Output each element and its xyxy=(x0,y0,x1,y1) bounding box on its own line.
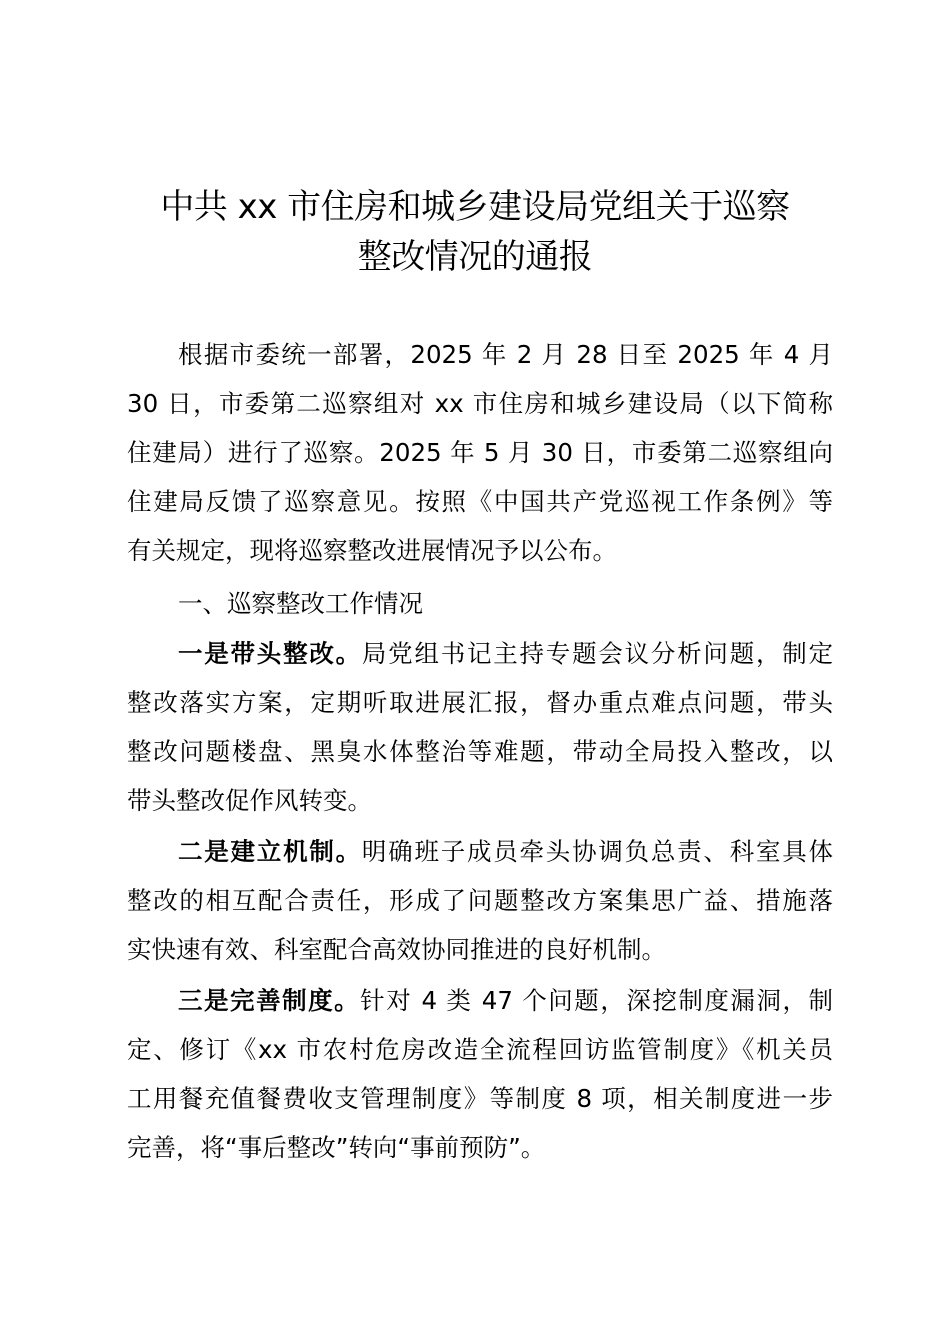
item-1-line: 整改落实方案，定期听取进展汇报，督办重点难点问题，带头 xyxy=(127,688,833,717)
item-1-first-line-rest: 局党组书记主持专题会议分析问题，制定 xyxy=(361,639,834,668)
intro-paragraph-line: 有关规定，现将巡察整改进展情况予以公布。 xyxy=(127,536,617,565)
item-1-first-line xyxy=(178,637,833,671)
item-2-line: 实快速有效、科室配合高效协同推进的良好机制。 xyxy=(127,935,666,964)
item-2-first-line-rest: 明确班子成员牵头协调负总责、科室具体 xyxy=(361,837,834,866)
item-1-line: 整改问题楼盘、黑臭水体整治等难题，带动全局投入整改，以 xyxy=(127,737,833,766)
intro-paragraph-line: 30 日，市委第二巡察组对 xx 市住房和城乡建设局（以下简称 xyxy=(127,389,833,418)
item-1-line: 带头整改促作风转变。 xyxy=(127,786,372,815)
item-3-line: 完善，将“事后整改”转向“事前预防”。 xyxy=(127,1133,546,1162)
item-3-line: 定、修订《xx 市农村危房改造全流程回访监管制度》《机关员 xyxy=(127,1035,833,1064)
document-title-line-2: 整改情况的通报 xyxy=(357,237,593,277)
item-2-lead: 二是建立机制。 xyxy=(178,837,362,866)
item-3-line: 工用餐充值餐费收支管理制度》等制度 8 项，相关制度进一步 xyxy=(127,1084,833,1113)
intro-paragraph-line: 住建局）进行了巡察。2025 年 5 月 30 日，市委第二巡察组向 xyxy=(127,438,833,467)
section-heading: 一、巡察整改工作情况 xyxy=(178,589,423,618)
item-2-line: 整改的相互配合责任，形成了问题整改方案集思广益、措施落 xyxy=(127,886,833,915)
item-3-lead: 三是完善制度。 xyxy=(178,986,361,1015)
item-3-first-line-rest: 针对 4 类 47 个问题，深挖制度漏洞，制 xyxy=(360,986,834,1015)
item-1-lead: 一是带头整改。 xyxy=(178,639,362,668)
intro-paragraph-line: 住建局反馈了巡察意见。按照《中国共产党巡视工作条例》等 xyxy=(127,487,833,516)
item-3-first-line xyxy=(178,984,833,1018)
document-title-line-1: 中共 xx 市住房和城乡建设局党组关于巡察 xyxy=(160,187,790,227)
item-2-first-line xyxy=(178,835,833,869)
intro-paragraph-line: 根据市委统一部署，2025 年 2 月 28 日至 2025 年 4 月 xyxy=(178,340,834,369)
